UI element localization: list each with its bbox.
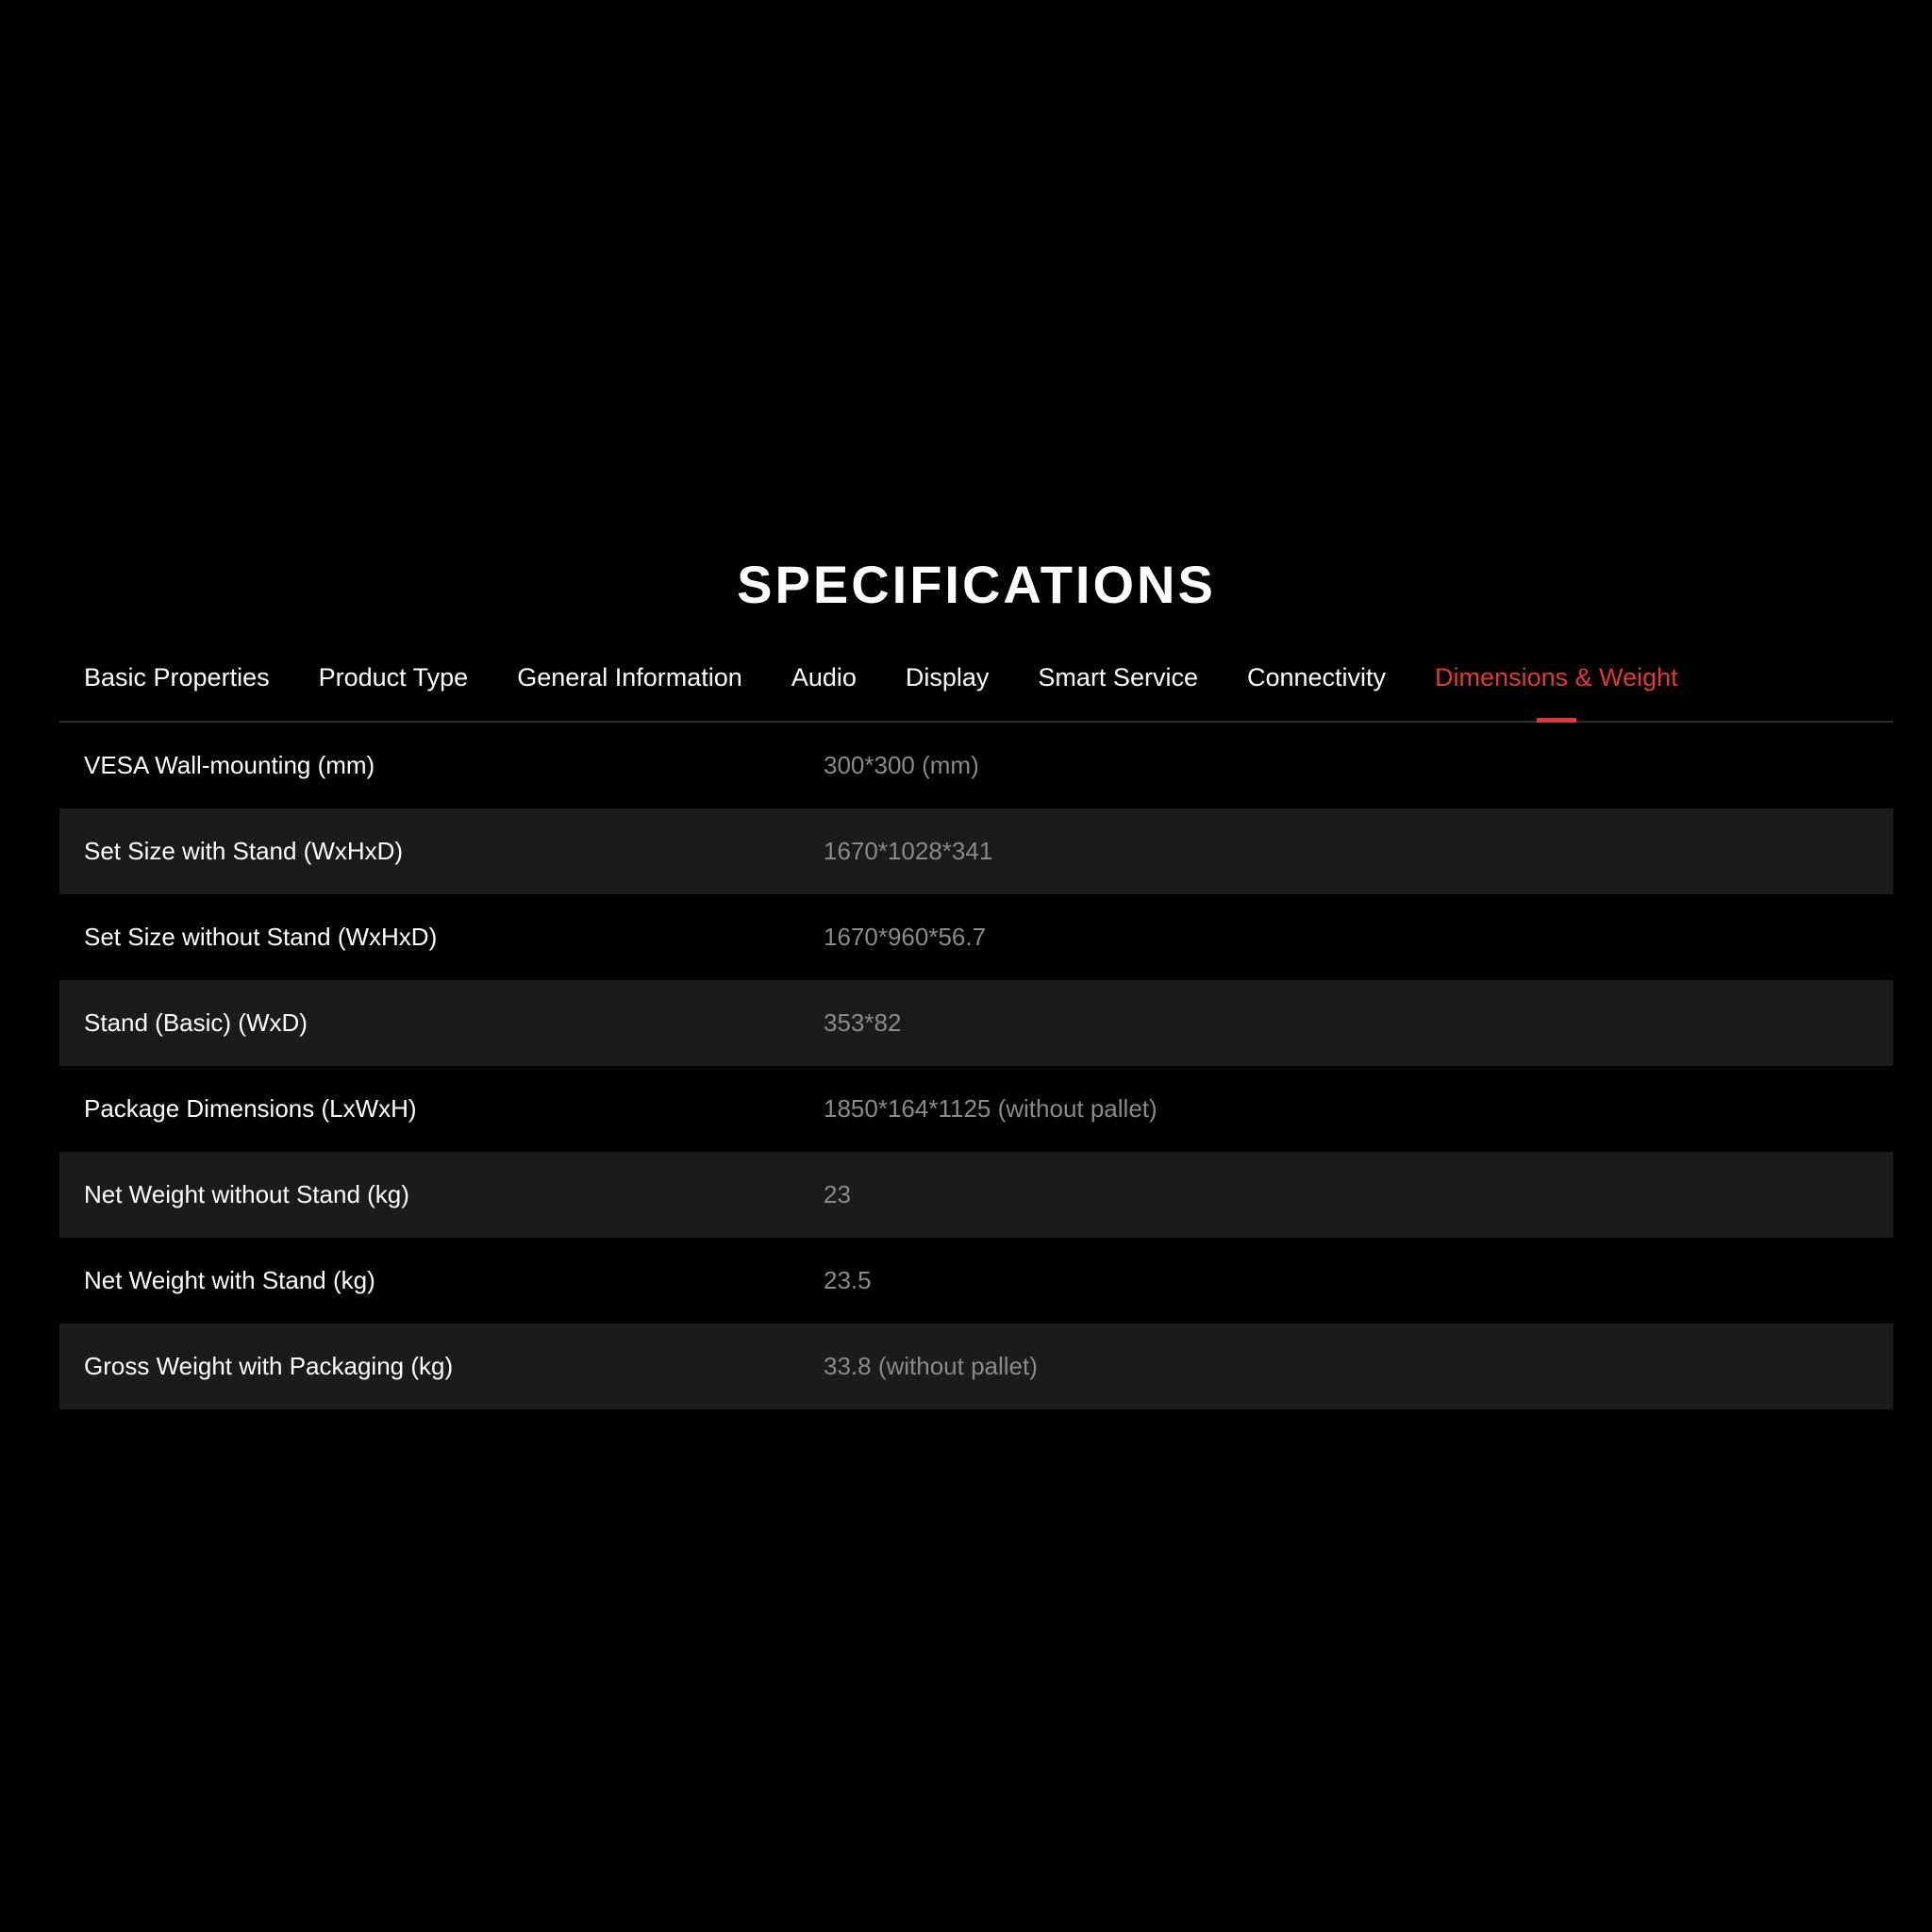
- tab-display[interactable]: Display: [905, 663, 990, 691]
- spec-tabs: [59, 658, 1893, 723]
- spec-value: 1670*1028*341: [824, 837, 993, 865]
- tab-general-information[interactable]: General Information: [517, 663, 742, 691]
- spec-value: 1850*164*1125 (without pallet): [824, 1094, 1158, 1123]
- spec-value: 23: [824, 1180, 851, 1208]
- spec-label: Stand (Basic) (WxD): [84, 1008, 308, 1037]
- tab-connectivity[interactable]: Connectivity: [1246, 663, 1387, 691]
- table-row: [59, 980, 1893, 1066]
- tab-audio[interactable]: Audio: [791, 663, 857, 691]
- table-row: [59, 1066, 1893, 1152]
- spec-label: Set Size with Stand (WxHxD): [84, 837, 404, 865]
- specifications-section: [59, 547, 1893, 1409]
- page-title: SPECIFICATIONS: [737, 555, 1216, 614]
- tab-dimensions-weight[interactable]: Dimensions & Weight: [1435, 658, 1678, 721]
- spec-table: [59, 723, 1893, 1409]
- tab-product-type[interactable]: Product Type: [318, 663, 469, 691]
- spec-value: 1670*960*56.7: [824, 923, 987, 951]
- table-row: [59, 1324, 1893, 1409]
- spec-value: 353*82: [824, 1008, 902, 1037]
- table-row: [59, 723, 1893, 808]
- spec-label: Set Size without Stand (WxHxD): [84, 923, 438, 951]
- table-row: [59, 1152, 1893, 1238]
- table-row: [59, 808, 1893, 894]
- spec-label: Gross Weight with Packaging (kg): [84, 1352, 454, 1380]
- tab-smart-service[interactable]: Smart Service: [1038, 663, 1198, 691]
- spec-label: Net Weight with Stand (kg): [84, 1266, 375, 1294]
- spec-value: 23.5: [824, 1266, 872, 1294]
- spec-label: Package Dimensions (LxWxH): [84, 1094, 417, 1123]
- spec-value: 33.8 (without pallet): [824, 1352, 1038, 1380]
- tab-basic-properties[interactable]: Basic Properties: [84, 663, 270, 691]
- table-row: [59, 894, 1893, 980]
- spec-label: VESA Wall-mounting (mm): [84, 751, 375, 779]
- table-row: [59, 1238, 1893, 1324]
- spec-value: 300*300 (mm): [824, 751, 979, 779]
- spec-label: Net Weight without Stand (kg): [84, 1180, 409, 1208]
